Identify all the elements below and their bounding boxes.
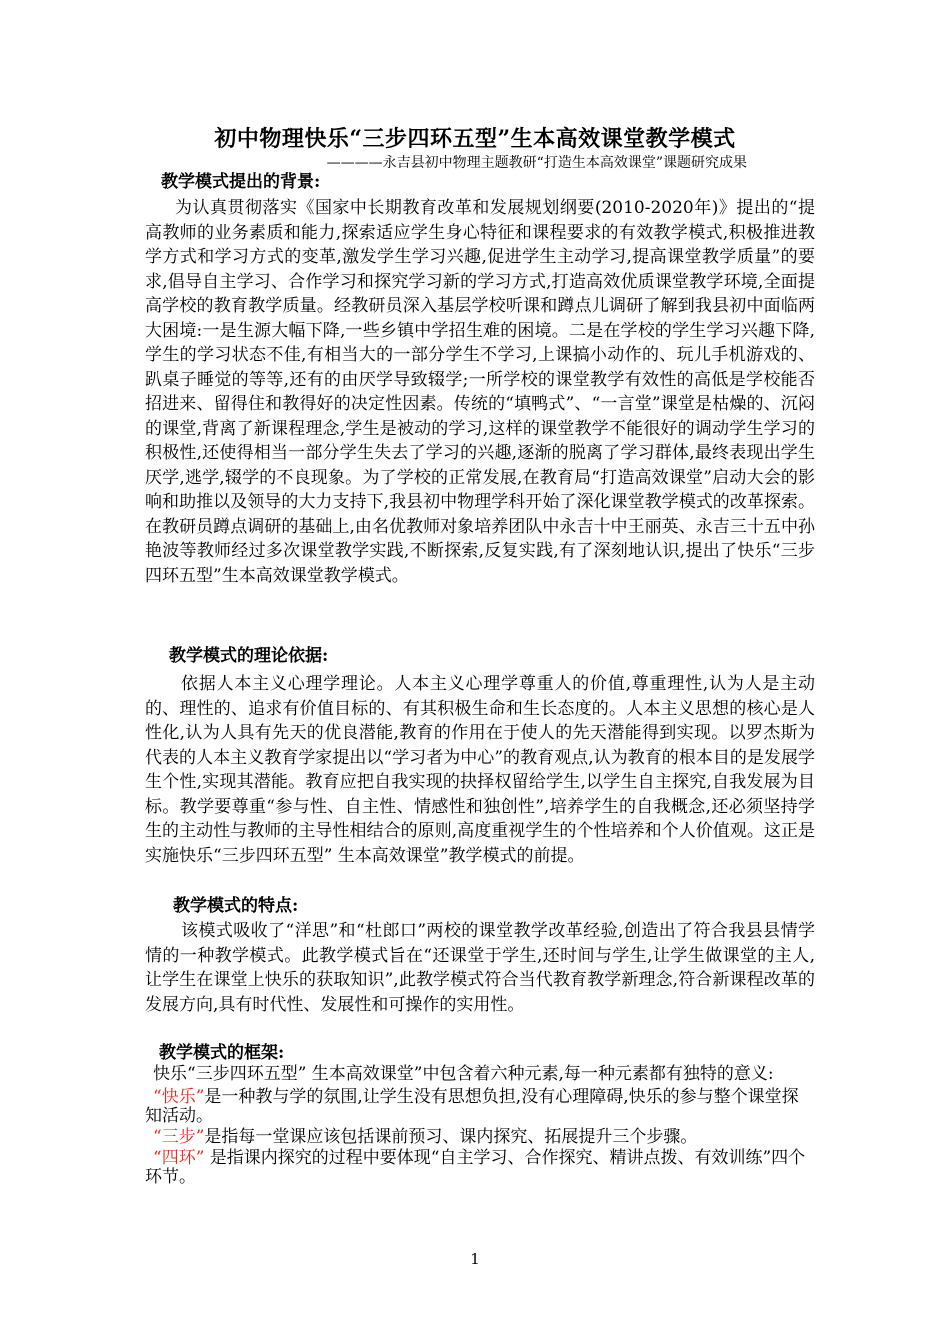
paragraph: 依据人本主义心理学理论。人本主义心理学尊重人的价值,尊重理性,认为人是主动的、理性的、追求有价值目标的、有其积极生命和生长态度的。人本主义思想的核心是人性化,认为人具有先天的优良潜能,教育的作用在于使人的先天潜能得到实现。以罗杰斯为代表的人本主义教育学家提出以“学习者为中心”的教育观点,认为教育的根本目的是发展学生个性,实现其潜能。教育应把自我实现的抉择权留给学生,以学生自主探究,自我发展为目标。教学要尊重“参与性、自主性、情感性和独创性”,培养学生的自我概念,还必须坚持学生的主动性与教师的主导性相结合的原则,高度重视学生的个性培养和个人价值观。这正是实施快乐“三步四环五型” 生本高效课堂”教学模式的前提。 — [145, 674, 815, 866]
page-number: 1 — [470, 1250, 480, 1268]
section-theory — [145, 645, 815, 868]
term-description: 是一种教与学的氛围,让学生没有思想负担,没有心理障碍,快乐的参与整个课堂探知活动。 — [145, 1087, 799, 1126]
framework-item — [145, 1088, 815, 1126]
term-label: “三步” — [153, 1127, 205, 1147]
term-label: “快乐” — [153, 1087, 205, 1107]
paragraph: 快乐“三步四环五型” 生本高效课堂”中包含着六种元素,每一种元素都有独特的意义: — [153, 1064, 774, 1084]
section-framework — [145, 1042, 815, 1187]
document-title: 初中物理快乐“三步四环五型”生本高效课堂教学模式 — [214, 126, 736, 152]
term-description: 是指每一堂课应该包括课前预习、课内探究、拓展提升三个步骤。 — [204, 1127, 698, 1147]
section-heading: 教学模式的特点: — [173, 896, 299, 916]
term-description: 是指课内探究的过程中要体现“自主学习、合作探究、精讲点拨、有效训练”四个环节。 — [145, 1148, 806, 1187]
framework-item — [145, 1149, 815, 1187]
section-heading: 教学模式的框架: — [159, 1043, 285, 1063]
paragraph: 该模式吸收了“洋思”和“杜郎口”两校的课堂教学改革经验,创造出了符合我县县情学情的一种教学模式。此教学模式旨在“还课堂于学生,还时间与学生,让学生做课堂的主人,让学生在课堂上快乐的获取知识”,此教学模式符合当代教育教学新理念,符合新课程改革的发展方向,具有时代性、发展性和可操作的实用性。 — [145, 921, 815, 1015]
section-background — [145, 171, 815, 588]
section-heading: 教学模式提出的背景: — [161, 172, 321, 192]
term-label: “四环” — [153, 1148, 205, 1168]
paragraph: 为认真贯彻落实《国家中长期教育改革和发展规划纲要(2010-2020年)》提出的“提高教师的业务素质和能力,探索适应学生身心特征和课程要求的有效教学模式,积极推进教学方式和学习方式的变革,激发学生学习兴趣,促进学生主动学习,提高课堂教学质量”的要求,倡导自主学习、合作学习和探究学习新的学习方式,打造高效优质课堂教学环境,全面提高学校的教育教学质量。经教研员深入基层学校听课和蹲点儿调研了解到我县初中面临两大困境:一是生源大幅下降,一些乡镇中学招生难的困境。二是在学校的学生学习兴趣下降,学生的学习状态不佳,有相当大的一部分学生不学习,上课搞小动作的、玩儿手机游戏的、趴桌子睡觉的等等,还有的由厌学导致辍学;一所学校的课堂教学有效性的高低是学校能否招进来、留得住和教得好的决定性因素。传统的“填鸭式”、“一言堂”课堂是枯燥的、沉闷的课堂,背离了新课程理念,学生是被动的学习,这样的课堂教学不能很好的调动学生学习的积极性,还使得相当一部分学生失去了学习的兴趣,逐渐的脱离了学习群体,最终表现出学生厌学,逃学,辍学的不良现象。为了学校的正常发展,在教育局“打造高效课堂”启动大会的影响和助推以及领导的大力支持下,我县初中物理学科开始了深化课堂教学模式的改革探索。在教研员蹲点调研的基础上,由名优教师对象培养团队中永吉十中王丽英、永吉三十五中孙艳波等教师经过多次课堂教学实践,不断探索,反复实践,有了深刻地认识,提出了快乐“三步四环五型”生本高效课堂教学模式。 — [145, 198, 815, 586]
section-heading: 教学模式的理论依据: — [169, 646, 329, 666]
section-features — [145, 895, 815, 1017]
framework-item — [145, 1128, 815, 1147]
document-subtitle: ————永吉县初中物理主题教研“打造生本高效课堂”课题研究成果 — [326, 155, 747, 171]
